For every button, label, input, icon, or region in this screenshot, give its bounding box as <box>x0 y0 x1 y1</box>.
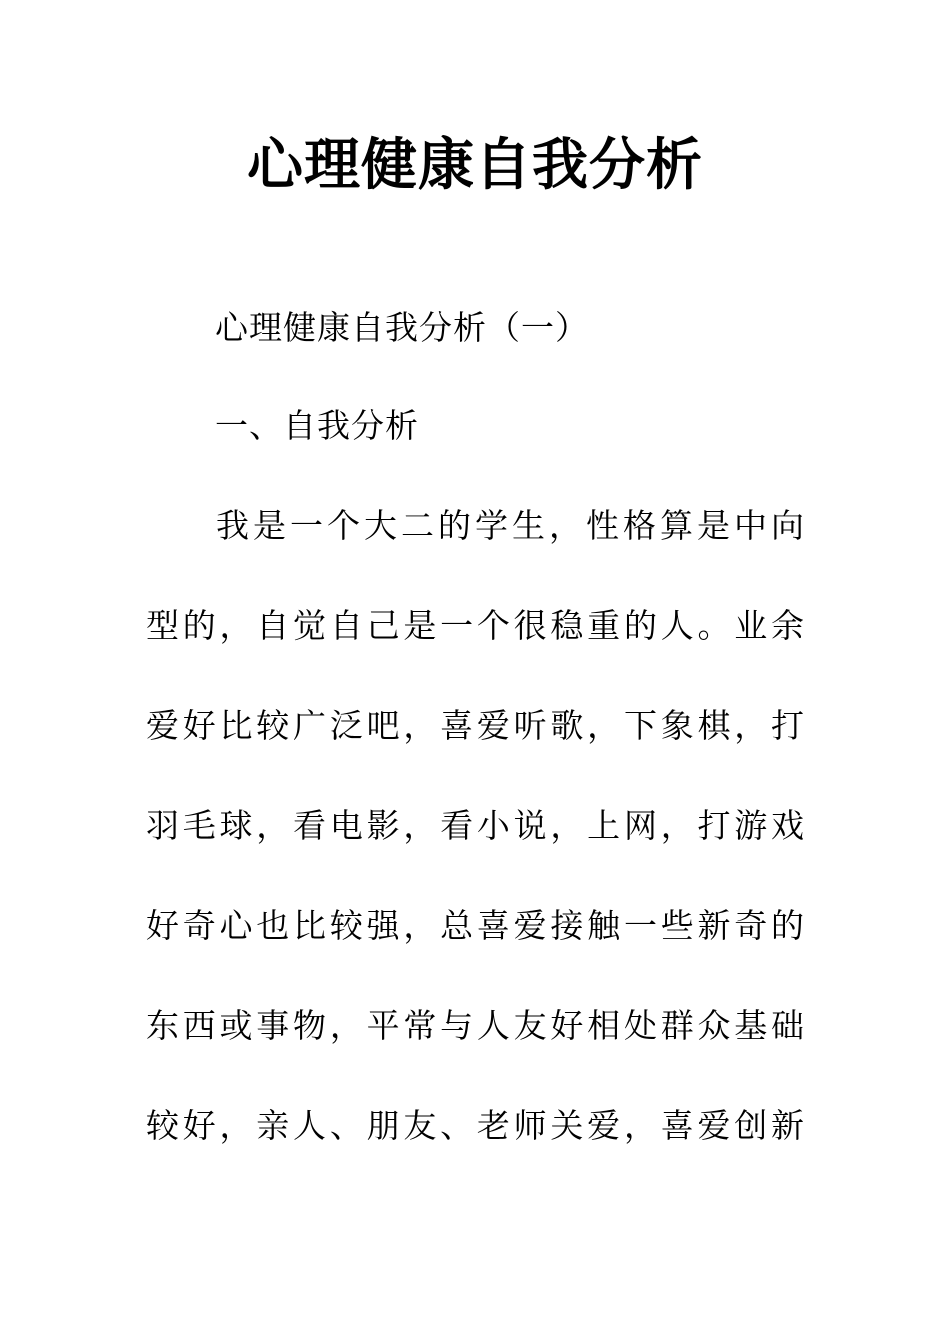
paragraph-line-7: 较好，亲人、朋友、老师关爱，喜爱创新 <box>146 1106 804 1145</box>
heading-self-analysis: 一、自我分析 <box>215 406 419 445</box>
paragraph-line-3: 爱好比较广泛吧，喜爱听歌，下象棋，打 <box>146 706 804 745</box>
paragraph-line-1: 我是一个大二的学生，性格算是中向 <box>216 506 804 545</box>
paragraph-line-2: 型的，自觉自己是一个很稳重的人。业余 <box>146 606 804 645</box>
paragraph-line-4: 羽毛球，看电影，看小说，上网，打游戏 <box>146 806 804 845</box>
paragraph-line-5: 好奇心也比较强，总喜爱接触一些新奇的 <box>146 906 804 945</box>
paragraph-line-6: 东西或事物，平常与人友好相处群众基础 <box>146 1006 804 1045</box>
document-title: 心理健康自我分析 <box>247 133 703 198</box>
section-title: 心理健康自我分析（一） <box>215 308 589 347</box>
